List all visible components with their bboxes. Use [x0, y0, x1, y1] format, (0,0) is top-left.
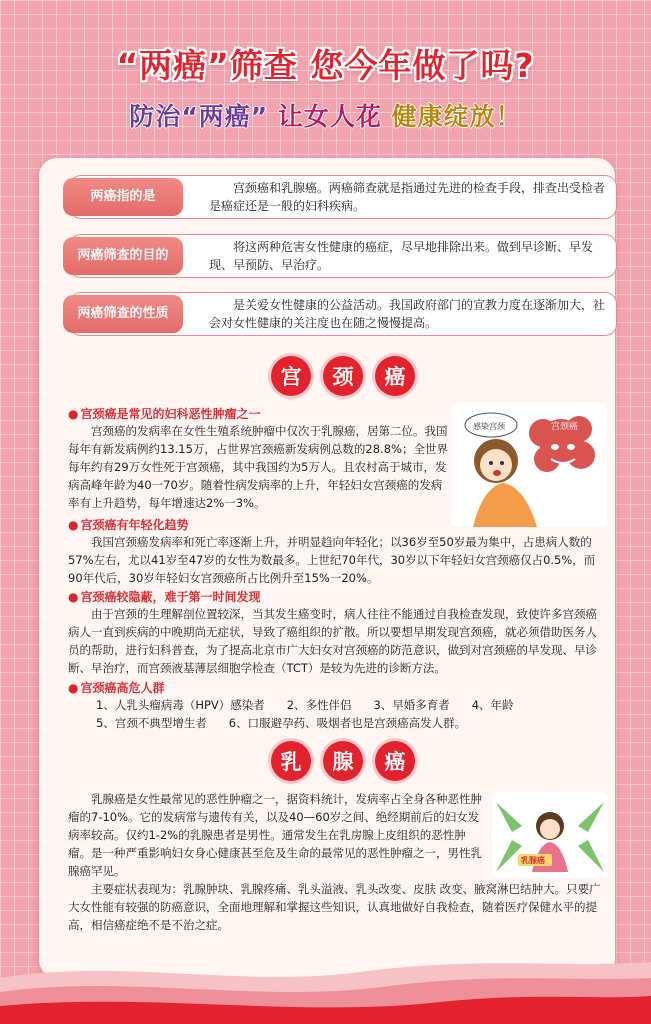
info-tag: 两癌筛查的性质 [63, 295, 183, 333]
subtitle-part-3: 健康绽放！ [391, 102, 522, 131]
cervical-subheading-4: ● 宫颈癌高危人群 [68, 681, 165, 695]
cervical-subheading-3: ● 宫颈癌较隐蔽，难于第一时间发现 [68, 590, 261, 604]
cervical-paragraph-2: 我国宫颈癌发病率和死亡率逐渐上升，并明显趋向年轻化；以36岁至50岁最为集中，占患病人数的57%左右，尤以41岁至47岁的女性为数最多。上世纪70年代，30岁以下年轻妇女宫颈癌仅占0.5%，而90年代后，30岁年轻妇女宫颈癌所占比例升至15%一20%。 [68, 535, 596, 585]
info-row-nature [63, 292, 615, 336]
speech-bubble [465, 413, 517, 437]
svg-text:感染宫颈: 感染宫颈 [473, 422, 505, 431]
cancer-monster-icon [529, 416, 595, 472]
breast-cancer-heading [271, 741, 415, 781]
poster-subtitle [0, 97, 651, 133]
svg-text:乳腺癌: 乳腺癌 [521, 856, 545, 865]
breast-illustration [492, 792, 608, 878]
poster-header [0, 40, 651, 133]
heading-char: 颈 [323, 356, 363, 396]
subtitle-part-2: 让女人花 [277, 102, 382, 131]
info-tag: 两癌筛查的目的 [63, 237, 183, 275]
risk-group-line-2: 5、宫颈不典型增生者 6、口服避孕药、吸烟者也是宫颈癌高发人群。 [96, 716, 467, 730]
info-tag: 两癌指的是 [63, 178, 183, 216]
cervical-paragraph-1: 宫颈癌的发病率在女性生殖系统肿瘤中仅次于乳腺癌，居第二位。我国每年有新发病例约13.15万，占世界宫颈癌新发病例总数的28.8%；全世界每年约有29万女性死于宫颈癌，其中我国约为5万人。且农村高于城市，发病高峰年龄为40一70岁。随着性病发病率的上升，年轻妇女宫颈癌的发病率有上升趋势，每年增速达2%一3%。 [68, 424, 448, 510]
heading-char: 乳 [271, 741, 311, 781]
heading-char: 癌 [375, 741, 415, 781]
heading-char: 癌 [375, 356, 415, 396]
breast-paragraph-2: 主要症状表现为：乳腺肿块、乳腺疼痛、乳头溢液、乳头改变、皮肤 改变、腋窝淋巴结肿大。只要广大女性能有较强的防癌意识，全面地理解和掌握这些知识，认真地做好自我检查，随着医疗保健水平的提高，相信癌症绝不是不治之症。 [68, 882, 601, 932]
cervical-cancer-heading [271, 356, 415, 396]
info-text: 宫颈癌和乳腺癌。两癌筛查就是指通过先进的检查手段，排查出受检者是癌症还是一般的妇科疾病。 [209, 181, 606, 213]
cervical-subheading-2: ● 宫颈癌有年轻化趋势 [68, 518, 189, 532]
risk-group-line-1: 1、人乳头瘤病毒（HPV）感染者 2、多性伴侣 3、早婚多育者 4、年龄 [96, 698, 514, 712]
heading-char: 腺 [323, 741, 363, 781]
cervical-paragraph-3: 由于宫颈的生理解剖位置较深，当其发生癌变时，病人往往不能通过自我检查发现，致使许多宫颈癌病人一直到疾病的中晚期尚无症状，导致了癌组织的扩散。所以要想早期发现宫颈癌，就必须借助医务人员的帮助，进行妇科普查，为了提高北京市广大妇女对宫颈癌的防范意识，做到对宫颈癌的早发现、早诊断、早治疗，而宫颈液基薄层细胞学检查（TCT）是较为先进的诊断方法。 [68, 607, 597, 675]
bottom-wave-decoration [0, 948, 651, 1024]
info-text: 是关爱女性健康的公益活动。我国政府部门的宣教力度在逐渐加大，社会对女性健康的关注度也在随之慢慢提高。 [209, 298, 606, 330]
subtitle-part-1: 防治“两癌” [129, 102, 269, 131]
breast-paragraph-1: 乳腺癌是女性最常见的恶性肿瘤之一，据资料统计，发病率占全身各种恶性肿瘤的7-10%。它的发病常与遗传有关，以及40—60岁之间、绝经期前后的妇女发病率较高。仅约1-2%的乳腺患者是男性。通常发生在乳房腺上皮组织的恶性肿瘤。是一种严重影响妇女身心健康甚至危及生命的最常见的恶性肿瘤之一，男性乳腺癌罕见。 [68, 792, 482, 878]
cervical-illustration [451, 403, 607, 527]
info-row-definition [63, 175, 615, 219]
poster-title: “两癌”筛查 您今年做了吗? [116, 46, 535, 85]
heading-char: 宫 [271, 356, 311, 396]
info-row-purpose [63, 234, 615, 278]
cervical-subheading-1: ● 宫颈癌是常见的妇科恶性肿瘤之一 [68, 407, 261, 421]
info-text: 将这两种危害女性健康的癌症，尽早地排除出来。做到早诊断、早发现、早预防、早治疗。 [209, 240, 594, 272]
svg-text:宫颈癌: 宫颈癌 [551, 422, 579, 432]
